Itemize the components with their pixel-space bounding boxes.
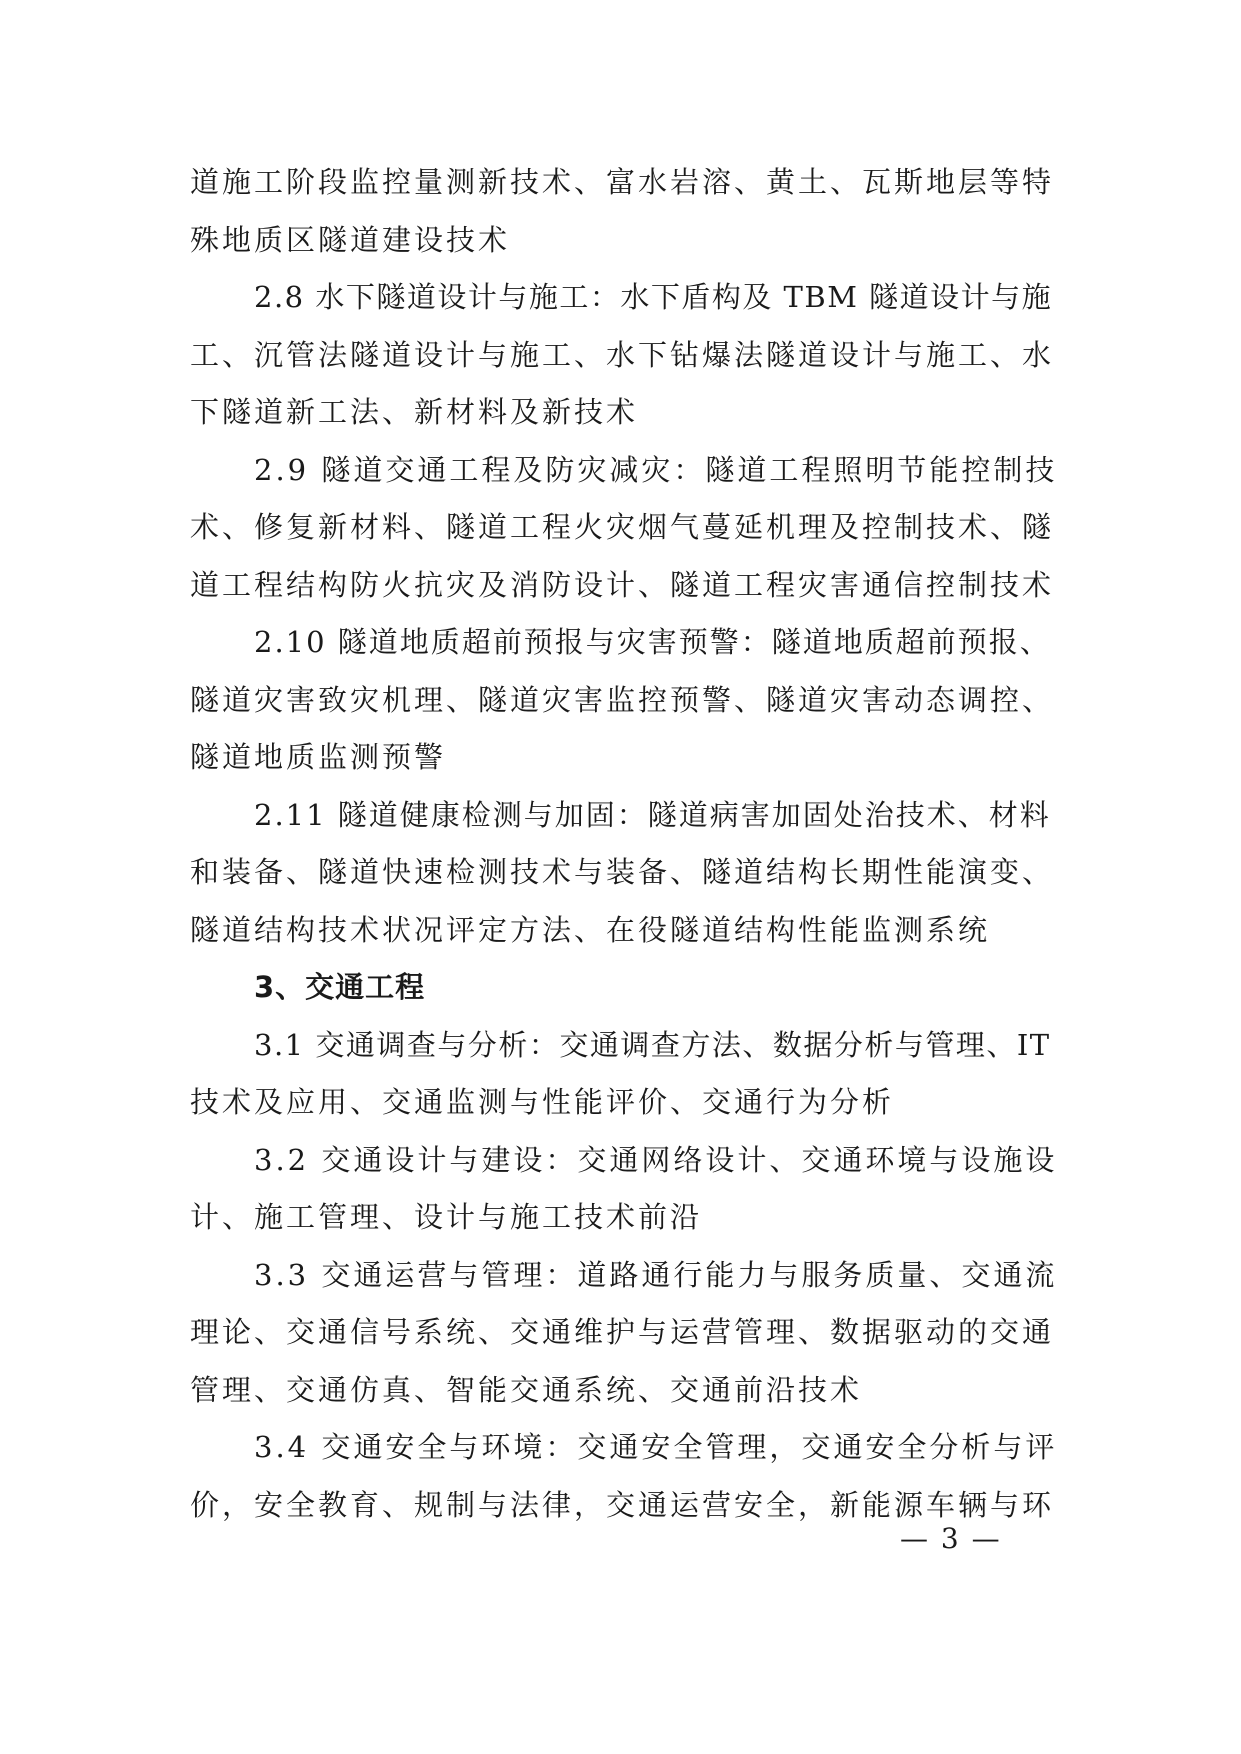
body-line: 隧道灾害致灾机理、隧道灾害监控预警、隧道灾害动态调控、 (190, 682, 1055, 717)
body-line: 和装备、隧道快速检测技术与装备、隧道结构长期性能演变、 (190, 855, 1055, 889)
section-3-heading: 3、交通工程 (254, 970, 426, 1004)
section-3-2-line: 3.2 交通设计与建设：交通网络设计、交通环境与设施设 (254, 1142, 1058, 1177)
body-line: 殊地质区隧道建设技术 (190, 222, 511, 257)
section-3-4-line: 3.4 交通安全与环境：交通安全管理，交通安全分析与评 (254, 1430, 1058, 1464)
section-2-9-line: 2.9 隧道交通工程及防灾减灾：隧道工程照明节能控制技 (254, 452, 1058, 487)
body-line: 术、修复新材料、隧道工程火灾烟气蔓延机理及控制技术、隧 (190, 510, 1055, 544)
body-line: 隧道地质监测预警 (190, 740, 447, 774)
section-3-1-line: 3.1 交通调查与分析：交通调查方法、数据分析与管理、IT (254, 1027, 1051, 1062)
body-line: 理论、交通信号系统、交通维护与运营管理、数据驱动的交通 (190, 1315, 1055, 1349)
page-number: — 3 — (900, 1522, 1002, 1555)
body-line: 隧道结构技术状况评定方法、在役隧道结构性能监测系统 (190, 912, 991, 947)
section-2-10-line: 2.10 隧道地质超前预报与灾害预警：隧道地质超前预报、 (254, 625, 1051, 659)
body-line: 价，安全教育、规制与法律，交通运营安全，新能源车辆与环 (190, 1487, 1055, 1522)
body-line: 道工程结构防火抗灾及消防设计、隧道工程灾害通信控制技术 (190, 567, 1055, 602)
body-line: 管理、交通仿真、智能交通系统、交通前沿技术 (190, 1372, 863, 1407)
body-line: 道施工阶段监控量测新技术、富水岩溶、黄土、瓦斯地层等特 (190, 165, 1055, 199)
section-2-8-line: 2.8 水下隧道设计与施工：水下盾构及 TBM 隧道设计与施 (254, 280, 1053, 314)
body-line: 计、施工管理、设计与施工技术前沿 (190, 1200, 703, 1234)
body-line: 工、沉管法隧道设计与施工、水下钻爆法隧道设计与施工、水 (190, 337, 1055, 372)
section-3-3-line: 3.3 交通运营与管理：道路通行能力与服务质量、交通流 (254, 1257, 1058, 1292)
body-line: 技术及应用、交通监测与性能评价、交通行为分析 (190, 1085, 895, 1119)
body-line: 下隧道新工法、新材料及新技术 (190, 395, 639, 429)
section-2-11-line: 2.11 隧道健康检测与加固：隧道病害加固处治技术、材料 (254, 797, 1051, 832)
document-body (190, 154, 1058, 1534)
